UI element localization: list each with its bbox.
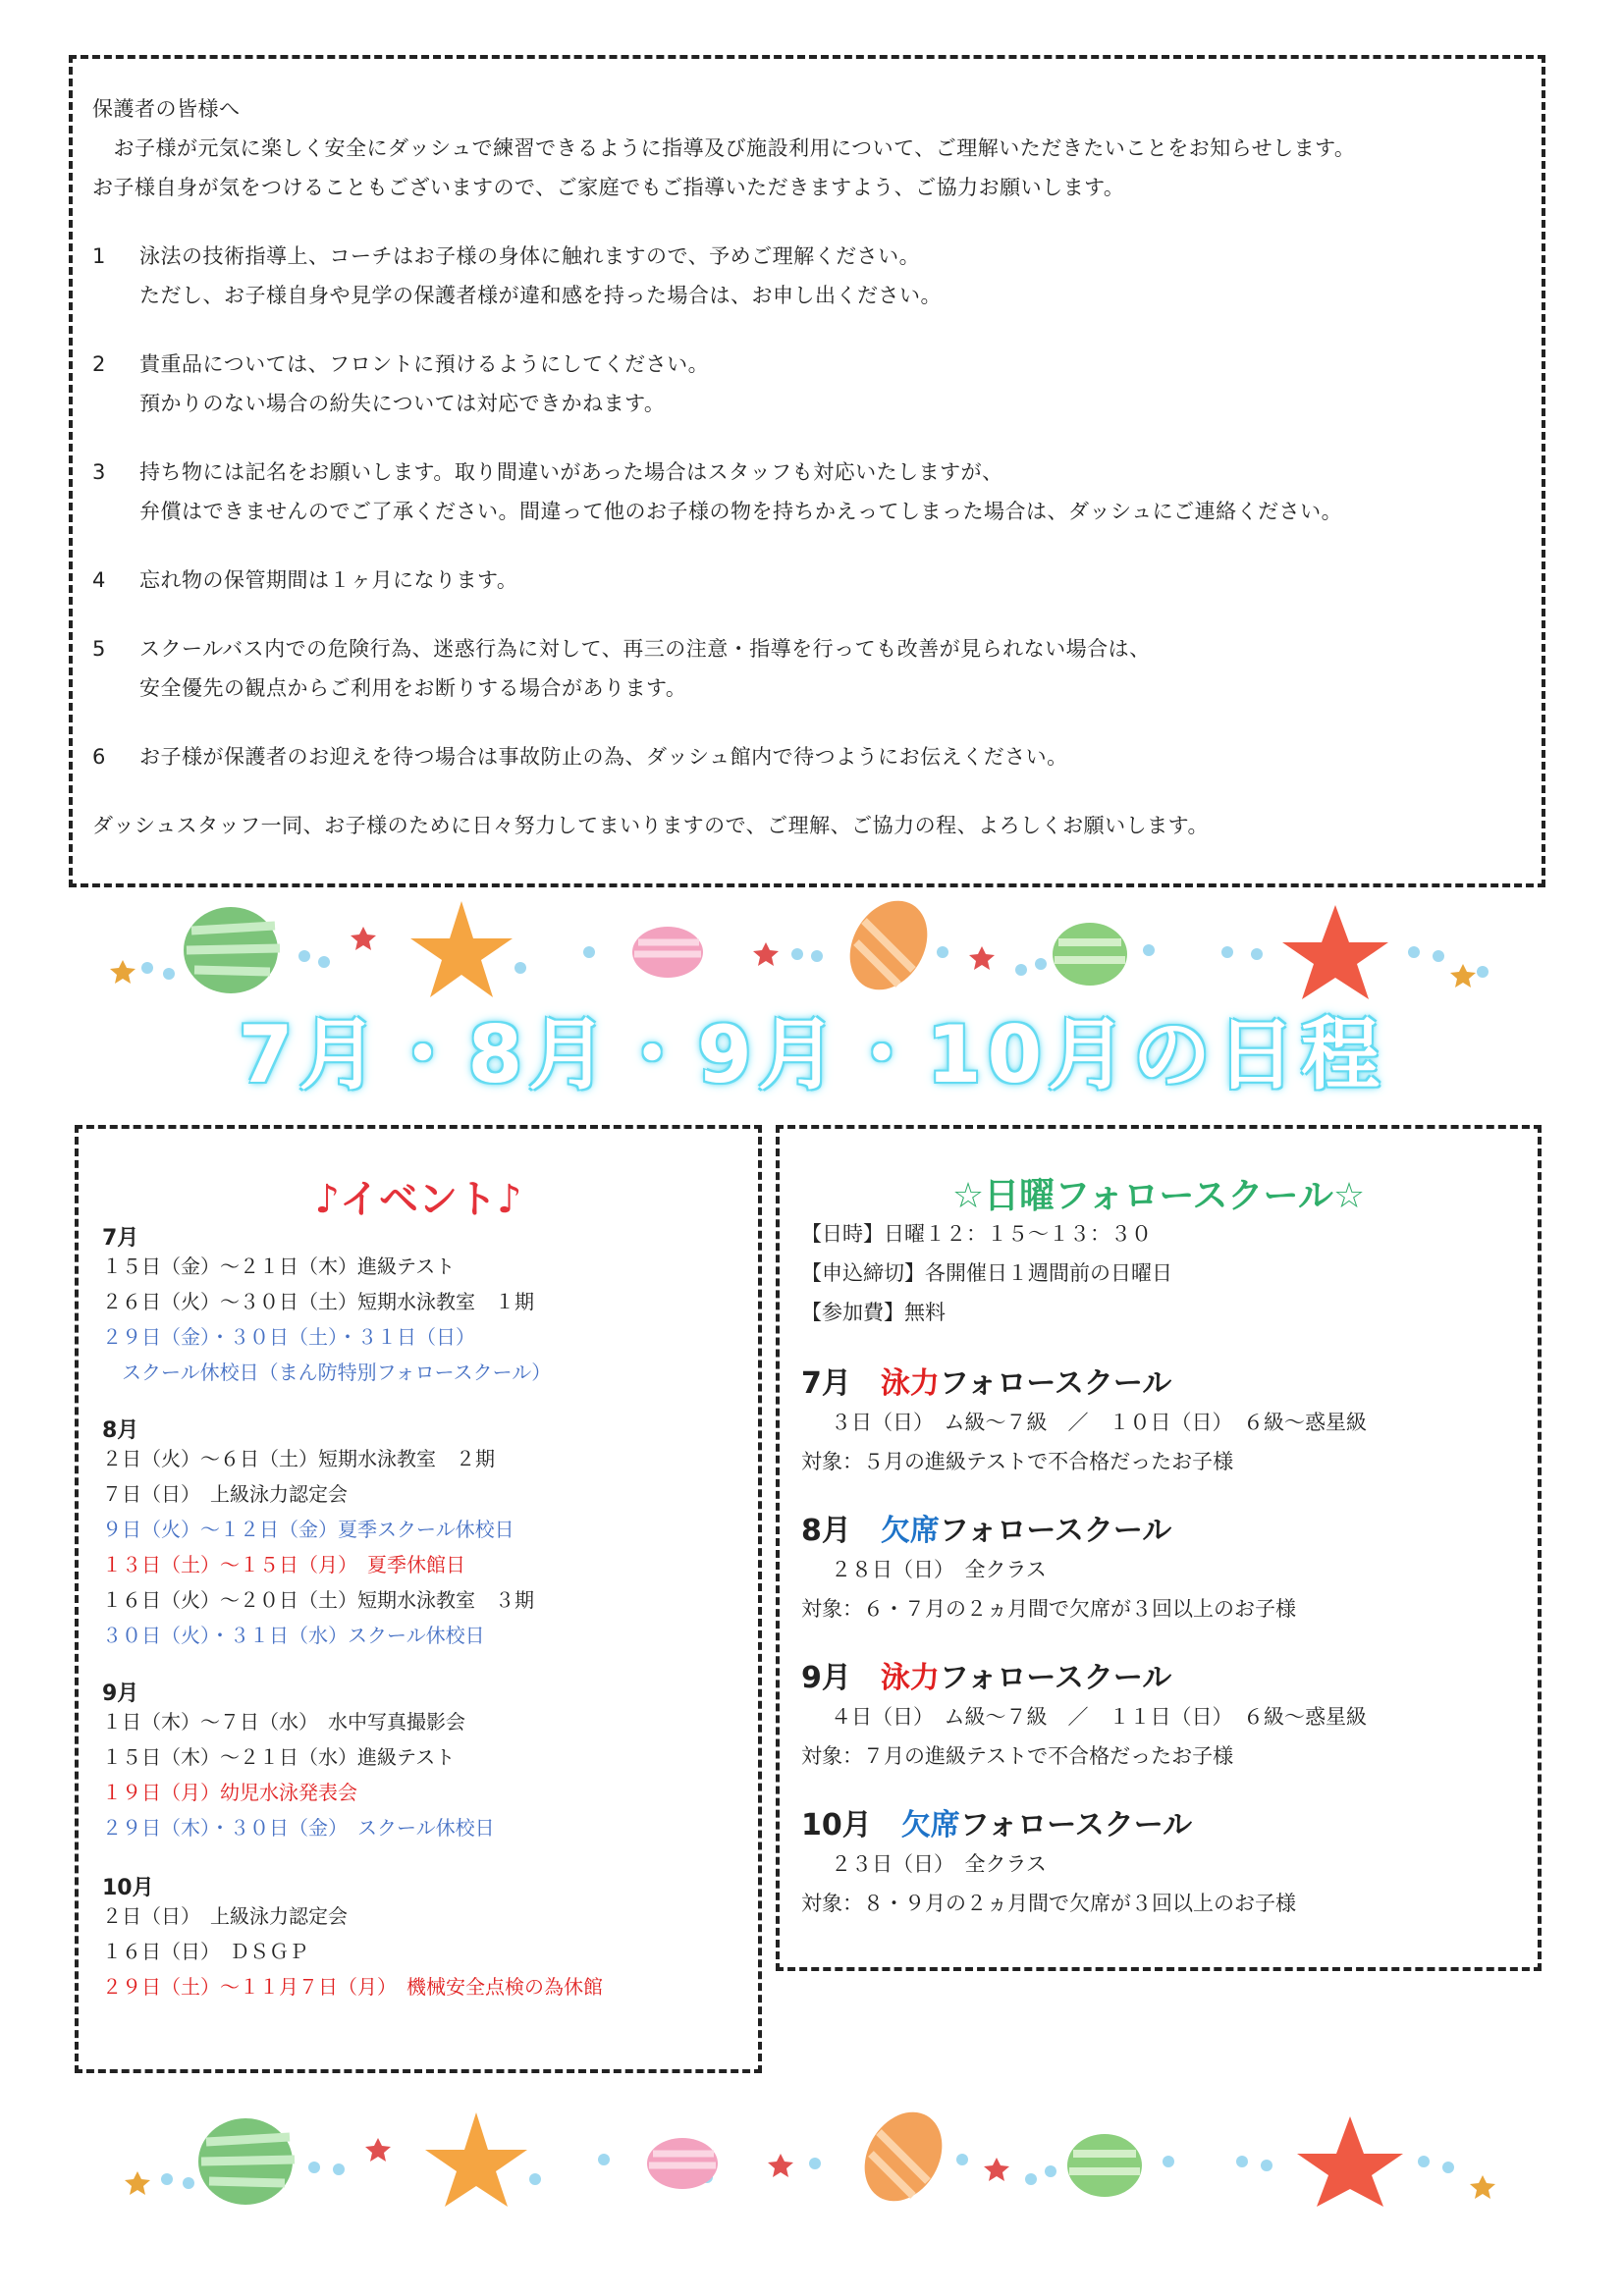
notice-item-number: 4 — [92, 568, 106, 592]
notice-item-2 — [92, 349, 709, 379]
event-row: ７日（日） 上級泳力認定会 — [102, 1482, 348, 1506]
follow-session-target: 対象：５月の進級テストで不合格だったお子様 — [801, 1450, 1234, 1473]
notice-item-text: 忘れ物の保管期間は１ヶ月になります。 — [139, 568, 518, 592]
notice-item-5-cont: 安全優先の観点からご利用をお断りする場合があります。 — [139, 676, 687, 700]
session-suffix: フォロースクール — [939, 1514, 1172, 1548]
bubble-icon — [161, 2154, 1454, 2189]
follow-session-dates: ２３日（日） 全クラス — [831, 1852, 1047, 1876]
event-row: １９日（月）幼児水泳発表会 — [102, 1781, 357, 1804]
follow-session-target: 対象：７月の進級テストで不合格だったお子様 — [801, 1744, 1234, 1768]
event-row: １３日（土）～１５日（月） 夏季休館日 — [102, 1553, 465, 1576]
event-row: １６日（日） ＤＳＧＰ — [102, 1940, 308, 1963]
event-row: １５日（木）～２１日（水）進級テスト — [102, 1745, 456, 1769]
notice-item-text: 持ち物には記名をお願いします。取り間違いがあった場合はスタッフも対応いたしますが、 — [139, 460, 1003, 484]
follow-session-title — [801, 1659, 1171, 1698]
event-row: １６日（火）～２０日（土）短期水泳教室 ３期 — [102, 1588, 534, 1612]
follow-session-title — [801, 1806, 1192, 1845]
seashell-decoration-bottom — [0, 2101, 1624, 2209]
month-label: 10月 — [102, 1876, 154, 1900]
notice-item-text: お子様が保護者のお迎えを待つ場合は事故防止の為、ダッシュ館内で待つようにお伝えください。 — [139, 745, 1068, 769]
notice-item-5 — [92, 634, 1151, 664]
session-kind: 欠席 — [900, 1808, 960, 1842]
seashell-decoration-top — [0, 891, 1624, 999]
star-icon — [125, 2171, 1495, 2199]
notice-item-text: 貴重品については、フロントに預けるようにしてください。 — [139, 352, 710, 376]
bubble-icon — [141, 944, 1489, 980]
schedule-title: 7月・8月・9月・10月の日程 — [238, 1009, 1386, 1100]
event-row: ３０日（火）・３１日（水）スクール休校日 — [102, 1624, 485, 1647]
notice-item-4 — [92, 565, 517, 595]
notice-box — [69, 55, 1545, 887]
session-month: 7月 — [801, 1366, 851, 1401]
notice-intro-2: お子様自身が気をつけることもございますので、ご家庭でもご指導いただきますよう、ご協力お願いします。 — [92, 176, 1125, 199]
notice-item-text: スクールバス内での危険行為、迷惑行為に対して、再三の注意・指導を行っても改善が見られない場合は、 — [139, 637, 1151, 661]
event-row: ２６日（火）～３０日（土）短期水泳教室 １期 — [102, 1290, 534, 1313]
event-row: ２９日（金）・３０日（土）・３１日（日） — [102, 1325, 475, 1349]
shell-icon — [184, 891, 1127, 999]
notice-intro-1: お子様が元気に楽しく安全にダッシュで練習できるように指導及び施設利用について、ご理解いただきたいことをお知らせします。 — [92, 136, 1356, 160]
notice-item-text: 泳法の技術指導上、コーチはお子様の身体に触れますので、予めご理解ください。 — [139, 244, 921, 268]
session-suffix: フォロースクール — [939, 1661, 1172, 1695]
session-month: 8月 — [801, 1514, 851, 1548]
event-row: スクール休校日（まん防特別フォロースクール） — [102, 1361, 552, 1384]
star-icon — [110, 960, 1476, 988]
follow-session-target: 対象：８・９月の２ヵ月間で欠席が３回以上のお子様 — [801, 1892, 1296, 1915]
follow-heading: ☆日曜フォロースクール☆ — [951, 1176, 1366, 1216]
notice-item-1-cont: ただし、お子様自身や見学の保護者様が違和感を持った場合は、お申し出ください。 — [139, 284, 942, 307]
session-month: 9月 — [801, 1661, 851, 1695]
notice-item-2-cont: 預かりのない場合の紛失については対応できかねます。 — [139, 392, 666, 415]
session-month: 10月 — [801, 1808, 872, 1842]
session-kind: 泳力 — [880, 1661, 940, 1695]
events-heading: ♪イベント♪ — [314, 1177, 522, 1222]
event-row: １５日（金）～２１日（木）進級テスト — [102, 1255, 456, 1278]
month-label: 8月 — [102, 1418, 139, 1443]
notice-greeting: 保護者の皆様へ — [92, 97, 241, 121]
follow-info-deadline: 【申込締切】各開催日１週間前の日曜日 — [801, 1261, 1172, 1285]
follow-session-title — [801, 1512, 1171, 1551]
session-kind: 欠席 — [880, 1514, 940, 1548]
follow-school-box — [776, 1125, 1542, 1971]
notice-item-number: 1 — [92, 244, 106, 268]
notice-item-3 — [92, 457, 1003, 487]
event-row: ２日（日） 上級泳力認定会 — [102, 1904, 348, 1928]
notice-item-1 — [92, 241, 920, 271]
notice-item-number: 2 — [92, 352, 106, 376]
follow-info-time: 【日時】日曜１２：１５～１３：３０ — [801, 1222, 1152, 1246]
month-label: 9月 — [102, 1682, 139, 1706]
follow-session-dates: ２８日（日） 全クラス — [831, 1558, 1047, 1581]
follow-session-title — [801, 1364, 1171, 1404]
month-label: 7月 — [102, 1226, 139, 1251]
follow-session-dates: ３日（日） ム級～７級 ／ １０日（日） ６級～惑星級 — [831, 1411, 1367, 1434]
event-row: ２日（火）～６日（土）短期水泳教室 ２期 — [102, 1447, 495, 1470]
notice-closing: ダッシュスタッフ一同、お子様のために日々努力してまいりますので、ご理解、ご協力の程、よろしくお願いします。 — [92, 814, 1209, 837]
follow-session-target: 対象：６・７月の２ヵ月間で欠席が３回以上のお子様 — [801, 1597, 1296, 1621]
notice-item-number: 5 — [92, 637, 106, 661]
shell-icon — [198, 2101, 1142, 2209]
notice-item-6 — [92, 742, 1068, 772]
follow-info-fee: 【参加費】無料 — [801, 1301, 946, 1324]
session-kind: 泳力 — [880, 1366, 940, 1401]
event-row: ２９日（木）・３０日（金） スクール休校日 — [102, 1816, 495, 1840]
event-row: ２９日（土）～１１月７日（月） 機械安全点検の為休館 — [102, 1975, 603, 1999]
event-row: ９日（火）～１２日（金）夏季スクール休校日 — [102, 1518, 514, 1541]
notice-item-3-cont: 弁償はできませんのでご了承ください。間違って他のお子様の物を持ちかえってしまった場合は、ダッシュにご連絡ください。 — [139, 500, 1343, 523]
session-suffix: フォロースクール — [939, 1366, 1172, 1401]
session-suffix: フォロースクール — [959, 1808, 1193, 1842]
follow-session-dates: ４日（日） ム級～７級 ／ １１日（日） ６級～惑星級 — [831, 1705, 1367, 1729]
notice-item-number: 6 — [92, 745, 106, 769]
event-row: １日（木）～７日（水） 水中写真撮影会 — [102, 1710, 465, 1734]
notice-item-number: 3 — [92, 460, 106, 484]
events-box — [75, 1125, 762, 2073]
